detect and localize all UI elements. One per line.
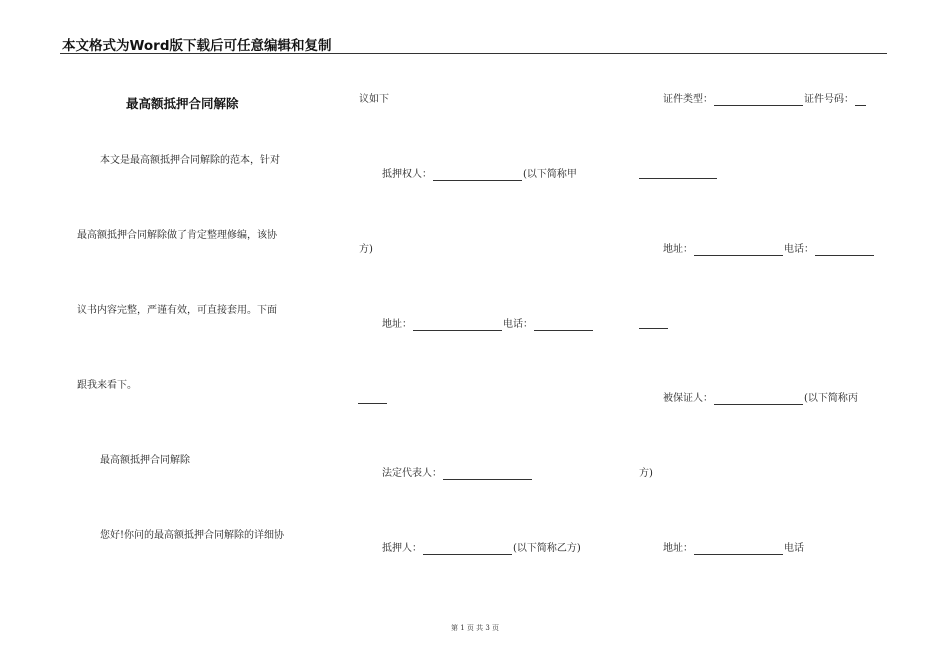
blank-line bbox=[413, 320, 502, 331]
blank-line bbox=[639, 328, 668, 329]
field-label: 抵押人： bbox=[382, 543, 422, 554]
page-number: 第 1 页 共 3 页 bbox=[450, 624, 500, 632]
field-suffix: (以下简称乙方) bbox=[513, 543, 581, 554]
blank-line bbox=[694, 544, 783, 555]
blank-line bbox=[423, 544, 512, 555]
paragraph-line: 本文是最高额抵押合同解除的范本，针对 bbox=[100, 155, 280, 166]
blank-line bbox=[534, 320, 593, 331]
field-label: 抵押权人： bbox=[382, 169, 432, 180]
blank-line bbox=[433, 170, 522, 181]
phone-label: 电话： bbox=[503, 319, 533, 330]
mortgagor-field bbox=[382, 543, 581, 555]
address-label: 地址： bbox=[382, 319, 412, 330]
paragraph-line: 议如下 bbox=[359, 94, 389, 105]
field-label: 被保证人： bbox=[663, 393, 713, 404]
blank-line bbox=[815, 245, 874, 256]
paragraph-line: 方) bbox=[359, 244, 373, 255]
paragraph-line: 跟我来看下。 bbox=[77, 380, 137, 391]
phone-label: 电话： bbox=[784, 244, 814, 255]
section-subtitle: 最高额抵押合同解除 bbox=[100, 455, 190, 466]
document-header: 本文格式为Word版下载后可任意编辑和复制 bbox=[62, 38, 332, 54]
id-type-field bbox=[663, 94, 867, 106]
field-suffix: (以下简称甲 bbox=[523, 169, 577, 180]
paragraph-line: 最高额抵押合同解除做了肯定整理修编，该协 bbox=[77, 230, 277, 241]
paragraph-line: 您好!你问的最高额抵押合同解除的详细协 bbox=[100, 530, 285, 541]
id-number-label: 证件号码： bbox=[804, 94, 854, 105]
field-suffix: (以下简称丙 bbox=[804, 393, 858, 404]
guaranteed-party-field bbox=[663, 393, 858, 405]
legal-representative-field bbox=[382, 468, 533, 480]
address-phone-field bbox=[663, 244, 875, 256]
blank-line bbox=[639, 178, 717, 179]
document-title: 最高额抵押合同解除 bbox=[126, 96, 239, 111]
blank-line bbox=[443, 469, 532, 480]
blank-line bbox=[714, 95, 803, 106]
blank-line bbox=[694, 245, 783, 256]
address-phone-field bbox=[382, 319, 594, 331]
mortgagee-field bbox=[382, 169, 577, 181]
address-label: 地址： bbox=[663, 543, 693, 554]
blank-line bbox=[714, 394, 803, 405]
paragraph-line: 方) bbox=[639, 468, 653, 479]
id-type-label: 证件类型： bbox=[663, 94, 713, 105]
paragraph-line: 议书内容完整，严谨有效，可直接套用。下面 bbox=[77, 305, 277, 316]
header-divider bbox=[60, 53, 887, 54]
blank-line bbox=[358, 403, 387, 404]
field-label: 法定代表人： bbox=[382, 468, 442, 479]
blank-line bbox=[855, 95, 866, 106]
address-label: 地址： bbox=[663, 244, 693, 255]
phone-label: 电话 bbox=[784, 543, 804, 554]
address-phone-field bbox=[663, 543, 804, 555]
